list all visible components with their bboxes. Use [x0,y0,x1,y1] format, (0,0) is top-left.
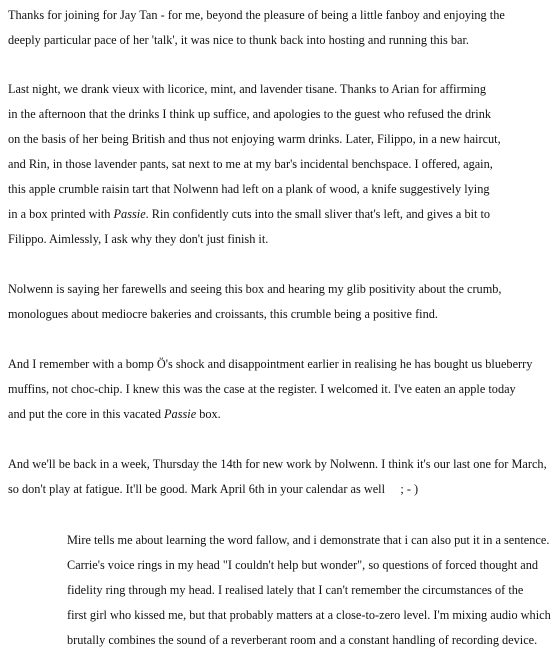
brand-name-passie: Passie [164,407,197,421]
text-line: fidelity ring through my head. I realised lately that I can't remember the circumstances of the [67,583,524,597]
paragraph-next-week [8,452,553,502]
text-line: and Rin, in those lavender pants, sat next to me at my bar's incidental benchspace. I offered, again, [8,157,493,171]
paragraph-thanks [8,3,553,53]
text-line [8,402,553,427]
paragraph-last-night [8,77,553,252]
text-line: on the basis of her being British and thus not enjoying warm drinks. Later, Filippo, in a new haircut, [8,132,501,146]
paragraph-indented-mire [67,528,551,653]
text-line: brutally combines the sound of a reverberant room and a constant handling of recording device. [67,633,538,647]
text-line: first girl who kissed me, but that probably matters at a close-to-zero level. I'm mixing audio which [67,608,551,622]
text-run: box. [196,407,221,421]
text-line: And we'll be back in a week, Thursday the 14th for new work by Nolwenn. I think it's our last one for March, [8,457,547,471]
text-run: . Rin confidently cuts into the small sliver that's left, and gives a bit to [145,207,491,221]
text-line: And I remember with a bomp Ö's shock and disappointment earlier in realising he has bought us blueberry [8,357,533,371]
text-line: Nolwenn is saying her farewells and seeing this box and hearing my glib positivity about the crumb, [8,282,502,296]
text-line: Carrie's voice rings in my head "I couldn't help but wonder", so questions of forced thought and [67,558,539,572]
text-line: Last night, we drank vieux with licorice, mint, and lavender tisane. Thanks to Arian for affirming [8,82,486,96]
paragraph-muffins [8,352,553,427]
text-run: in a box printed with [8,207,114,221]
text-line: deeply particular pace of her 'talk', it was nice to thunk back into hosting and running this bar. [8,33,470,47]
brand-name-passie: Passie [113,207,146,221]
text-line: Filippo. Aimlessly, I ask why they don't just finish it. [8,232,269,246]
text-run: and put the core in this vacated [8,407,165,421]
text-line [8,202,553,227]
text-line: so don't play at fatigue. It'll be good. Mark April 6th in your calendar as well ; - ) [8,482,419,496]
text-line: in the afternoon that the drinks I think up suffice, and apologies to the guest who refused the drink [8,107,491,121]
text-line: Mire tells me about learning the word fallow, and i demonstrate that i can also put it in a sentence. [67,533,550,547]
text-line: Thanks for joining for Jay Tan - for me, beyond the pleasure of being a little fanboy and enjoying the [8,8,505,22]
text-line: muffins, not choc-chip. I knew this was the case at the register. I welcomed it. I've eaten an apple today [8,382,516,396]
paragraph-nolwenn [8,277,553,327]
text-line: this apple crumble raisin tart that Nolwenn had left on a plank of wood, a knife suggestively lying [8,182,490,196]
text-line: monologues about mediocre bakeries and croissants, this crumble being a positive find. [8,307,438,321]
